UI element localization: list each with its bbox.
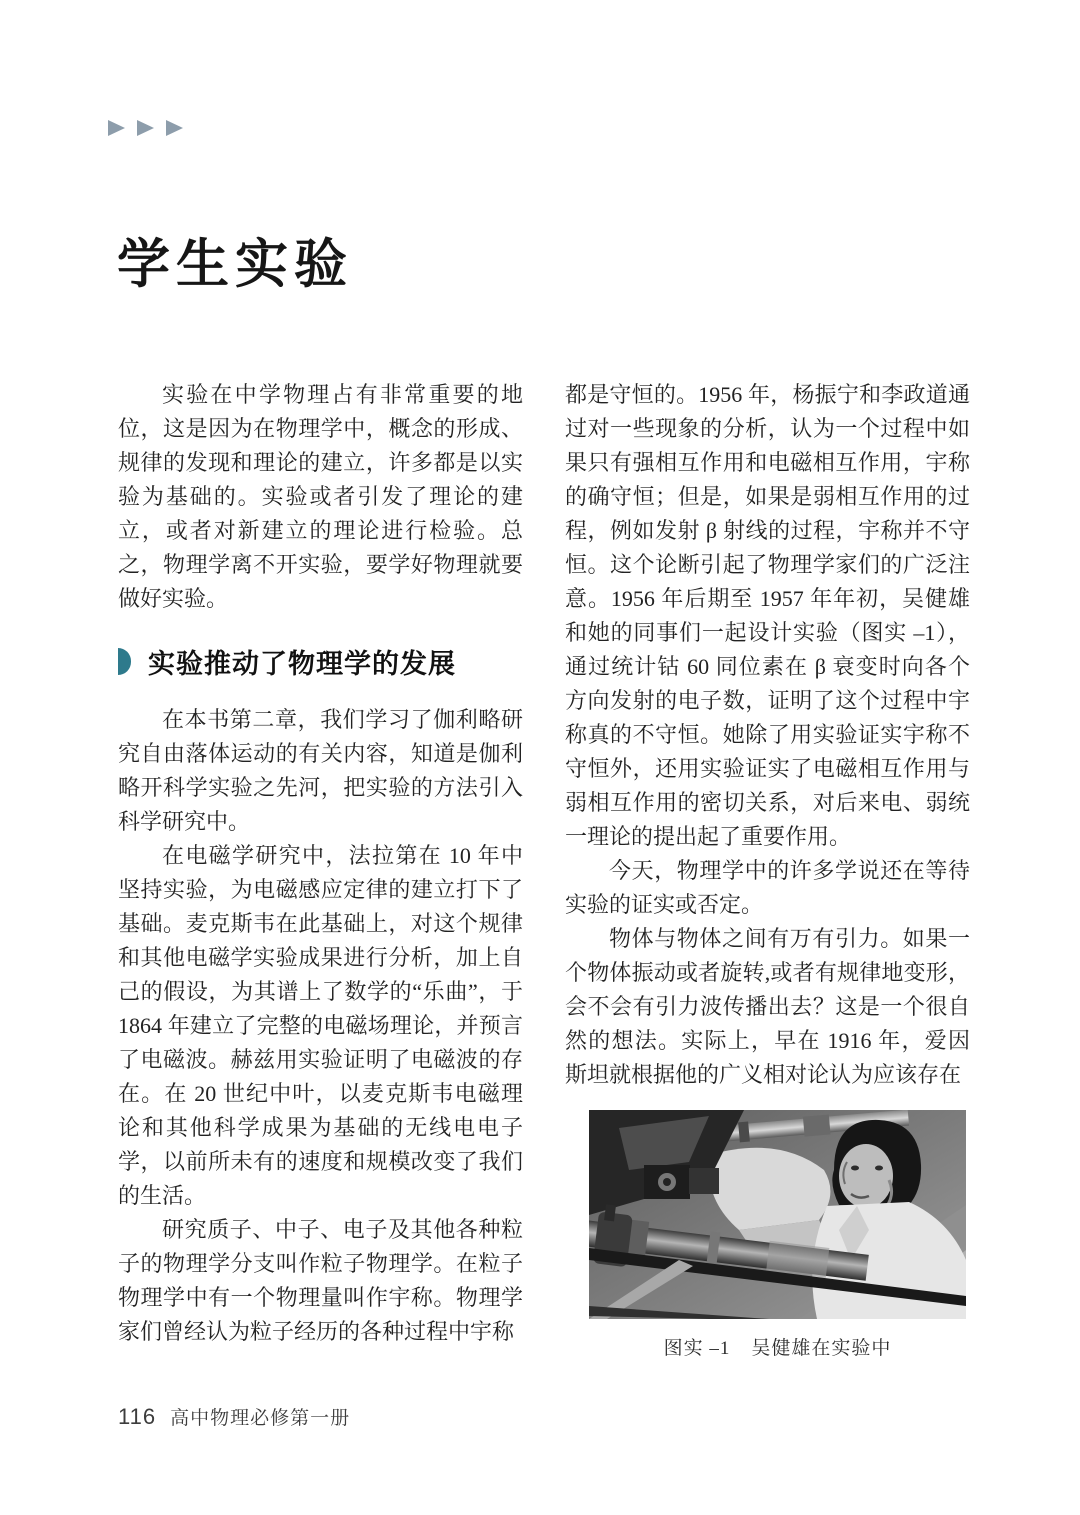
page-footer (118, 1403, 350, 1430)
intro-paragraph: 实验在中学物理占有非常重要的地位，这是因为在物理学中，概念的形成、规律的发现和理论的建立，许多都是以实验为基础的。实验或者引发了理论的建立，或者对新建立的理论进行检验。总之，物理学离不开实验，要学好物理就要做好实验。 (118, 382, 523, 611)
paragraph-faraday-maxwell: 在电磁学研究中，法拉第在 10 年中坚持实验，为电磁感应定律的建立打下了基础。麦克斯韦在此基础上，对这个规律和其他电磁学实验成果进行分析，加上自己的假设，为其谱上了数学的“乐曲”，于 1864 年建立了完整的电磁场理论，并预言了电磁波。赫兹用实验证明了电磁波的存在。在 20 世纪中叶，以麦克斯韦电磁理论和其他科学成果为基础的无线电电子学，以前所未有的速度和规模改变了我们的生活。 (118, 843, 523, 1208)
figure-caption (589, 1333, 966, 1360)
page-title: 学生实验 (117, 236, 353, 294)
right-triangle-icon (166, 120, 183, 136)
photo-wu-chien-shiung-experiment (589, 1110, 966, 1319)
paragraph-galileo: 在本书第二章，我们学习了伽利略研究自由落体运动的有关内容，知道是伽利略开科学实验之先河，把实验的方法引入科学研究中。 (118, 707, 523, 834)
section-bullet-icon (118, 648, 131, 675)
paragraph-particle-physics: 研究质子、中子、电子及其他各种粒子的物理学分支叫作粒子物理学。在粒子物理学中有一个物理量叫作宇称。物理学家们曾经认为粒子经历的各种过程中宇称 (118, 1217, 523, 1344)
section-heading-label: 实验推动了物理学的发展 (148, 649, 456, 679)
section-heading (118, 642, 523, 681)
paragraph-parity-continued: 都是守恒的。1956 年，杨振宁和李政道通过对一些现象的分析，认为一个过程中如果只有强相互作用和电磁相互作用，宇称的确守恒；但是，如果是弱相互作用的过程，例如发射 β 射线的过程，宇称并不守恒。这个论断引起了物理学家们的广泛注意。1956 年后期至 1957 年年初，吴健雄和她的同事们一起设计实验（图实 –1），通过统计钴 60 同位素在 β 衰变时向各个方向发射的电子数，证明了这个过程中宇称真的不守恒。她除了用实验证实宇称不守恒外，还用实验证实了电磁相互作用与弱相互作用的密切关系，对后来电、弱统一理论的提出起了重要作用。 (565, 382, 970, 849)
figure-caption-label: 图实 –1 (663, 1338, 731, 1359)
two-column-text-area (118, 378, 970, 1360)
right-triangle-icon (108, 120, 125, 136)
page-number: 116 (118, 1404, 157, 1429)
page-corner-arrows-icon (108, 120, 183, 136)
right-triangle-icon (137, 120, 154, 136)
paragraph-gravitational-waves: 物体与物体之间有万有引力。如果一个物体振动或者旋转,或者有规律地变形，会不会有引力波传播出去？这是一个很自然的想法。实际上，早在 1916 年，爱因斯坦就根据他的广义相对论认为应该存在 (565, 926, 970, 1087)
figure-wu-chien-shiung (589, 1110, 966, 1360)
right-column (565, 378, 970, 1360)
figure-caption-text: 吴健雄在实验中 (751, 1338, 892, 1359)
left-column (118, 378, 523, 1360)
book-title: 高中物理必修第一册 (170, 1408, 351, 1429)
paragraph-today: 今天，物理学中的许多学说还在等待实验的证实或否定。 (565, 858, 970, 917)
